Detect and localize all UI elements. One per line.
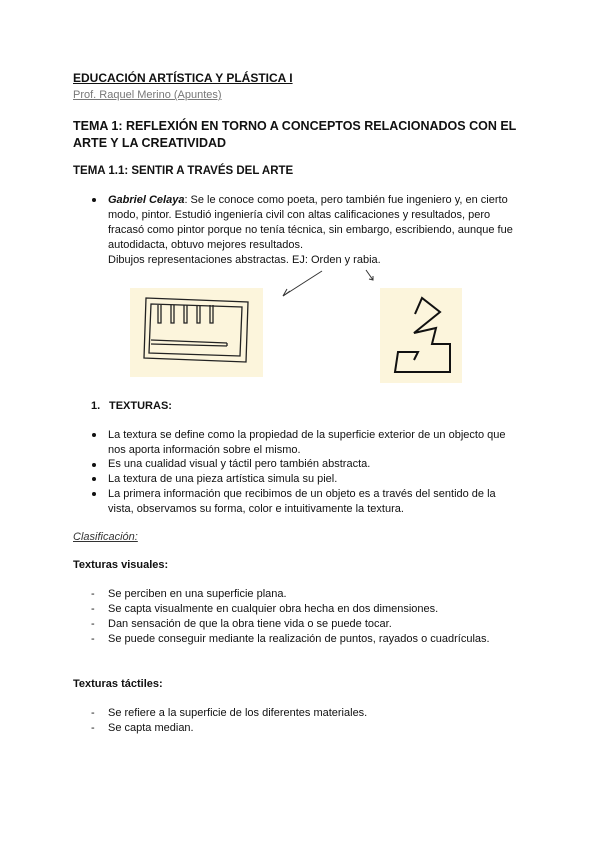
celaya-text: : Se le conoce como poeta, pero también fue ingeniero y, en cierto [184, 194, 508, 206]
celaya-line-3: fracasó como pintor porque no tenía técnica, sin embargo, escribiendo, aunque fue [108, 224, 513, 236]
celaya-line-2: modo, pintor. Estudió ingeniería civil con altas calificaciones y resultados, pero [108, 209, 491, 221]
textura-bullet-1-line-1: La textura se define como la propiedad de la superficie exterior de un objecto que [108, 429, 506, 441]
texturas-heading: TEXTURAS: [109, 400, 172, 412]
bullet-icon [92, 433, 96, 437]
celaya-line-4: autodidacta, obtuvo mejores resultados. [108, 239, 304, 251]
document-title: EDUCACIÓN ARTÍSTICA Y PLÁSTICA I [73, 71, 293, 85]
visuales-item-3: Dan sensación de que la obra tiene vida o se puede tocar. [108, 618, 392, 630]
textura-bullet-4-line-1: La primera información que recibimos de un objeto es a través del sentido de la [108, 488, 496, 500]
textura-bullet-1-line-2: nos aporta información sobre el mismo. [108, 444, 301, 456]
bullet-icon [92, 463, 96, 467]
dash-icon: - [91, 633, 95, 645]
dash-icon: - [91, 618, 95, 630]
visuales-item-1: Se perciben en una superficie plana. [108, 588, 287, 600]
tactiles-item-1: Se refiere a la superficie de los diferentes materiales. [108, 707, 368, 719]
visuales-item-4: Se puede conseguir mediante la realización de puntos, rayados o cuadrículas. [108, 633, 490, 645]
tema11-heading: TEMA 1.1: SENTIR A TRAVÉS DEL ARTE [73, 165, 294, 177]
texturas-number: 1. [91, 400, 101, 412]
dash-icon: - [91, 603, 95, 615]
drawing-orden [130, 288, 263, 377]
visuales-heading: Texturas visuales: [73, 559, 169, 571]
textura-bullet-3: La textura de una pieza artística simula su piel. [108, 473, 338, 485]
clasificacion-label: Clasificación: [73, 531, 138, 543]
textura-bullet-2: Es una cualidad visual y táctil pero también abstracta. [108, 458, 371, 470]
celaya-name: Gabriel Celaya [108, 194, 185, 206]
bullet-icon [92, 477, 96, 481]
dash-icon: - [91, 707, 95, 719]
dash-icon: - [91, 722, 95, 734]
visuales-item-2: Se capta visualmente en cualquier obra hecha en dos dimensiones. [108, 603, 439, 615]
arrow-right-icon [366, 270, 373, 280]
tactiles-heading: Texturas táctiles: [73, 678, 163, 690]
textura-bullet-4-line-2: vista, observamos su forma, color e intuitivamente la textura. [108, 503, 404, 515]
bullet-icon [92, 492, 96, 496]
tema1-heading-line1: TEMA 1: REFLEXIÓN EN TORNO A CONCEPTOS RELACIONADOS CON EL [73, 119, 517, 133]
celaya-line-5: Dibujos representaciones abstractas. EJ: Orden y rabia. [108, 254, 381, 266]
arrows [0, 0, 600, 400]
drawing-rabia [380, 288, 462, 383]
tema1-heading-line2: ARTE Y LA CREATIVIDAD [73, 136, 227, 150]
dash-icon: - [91, 588, 95, 600]
document-subtitle: Prof. Raquel Merino (Apuntes) [73, 89, 222, 101]
tactiles-item-2: Se capta median. [108, 722, 194, 734]
